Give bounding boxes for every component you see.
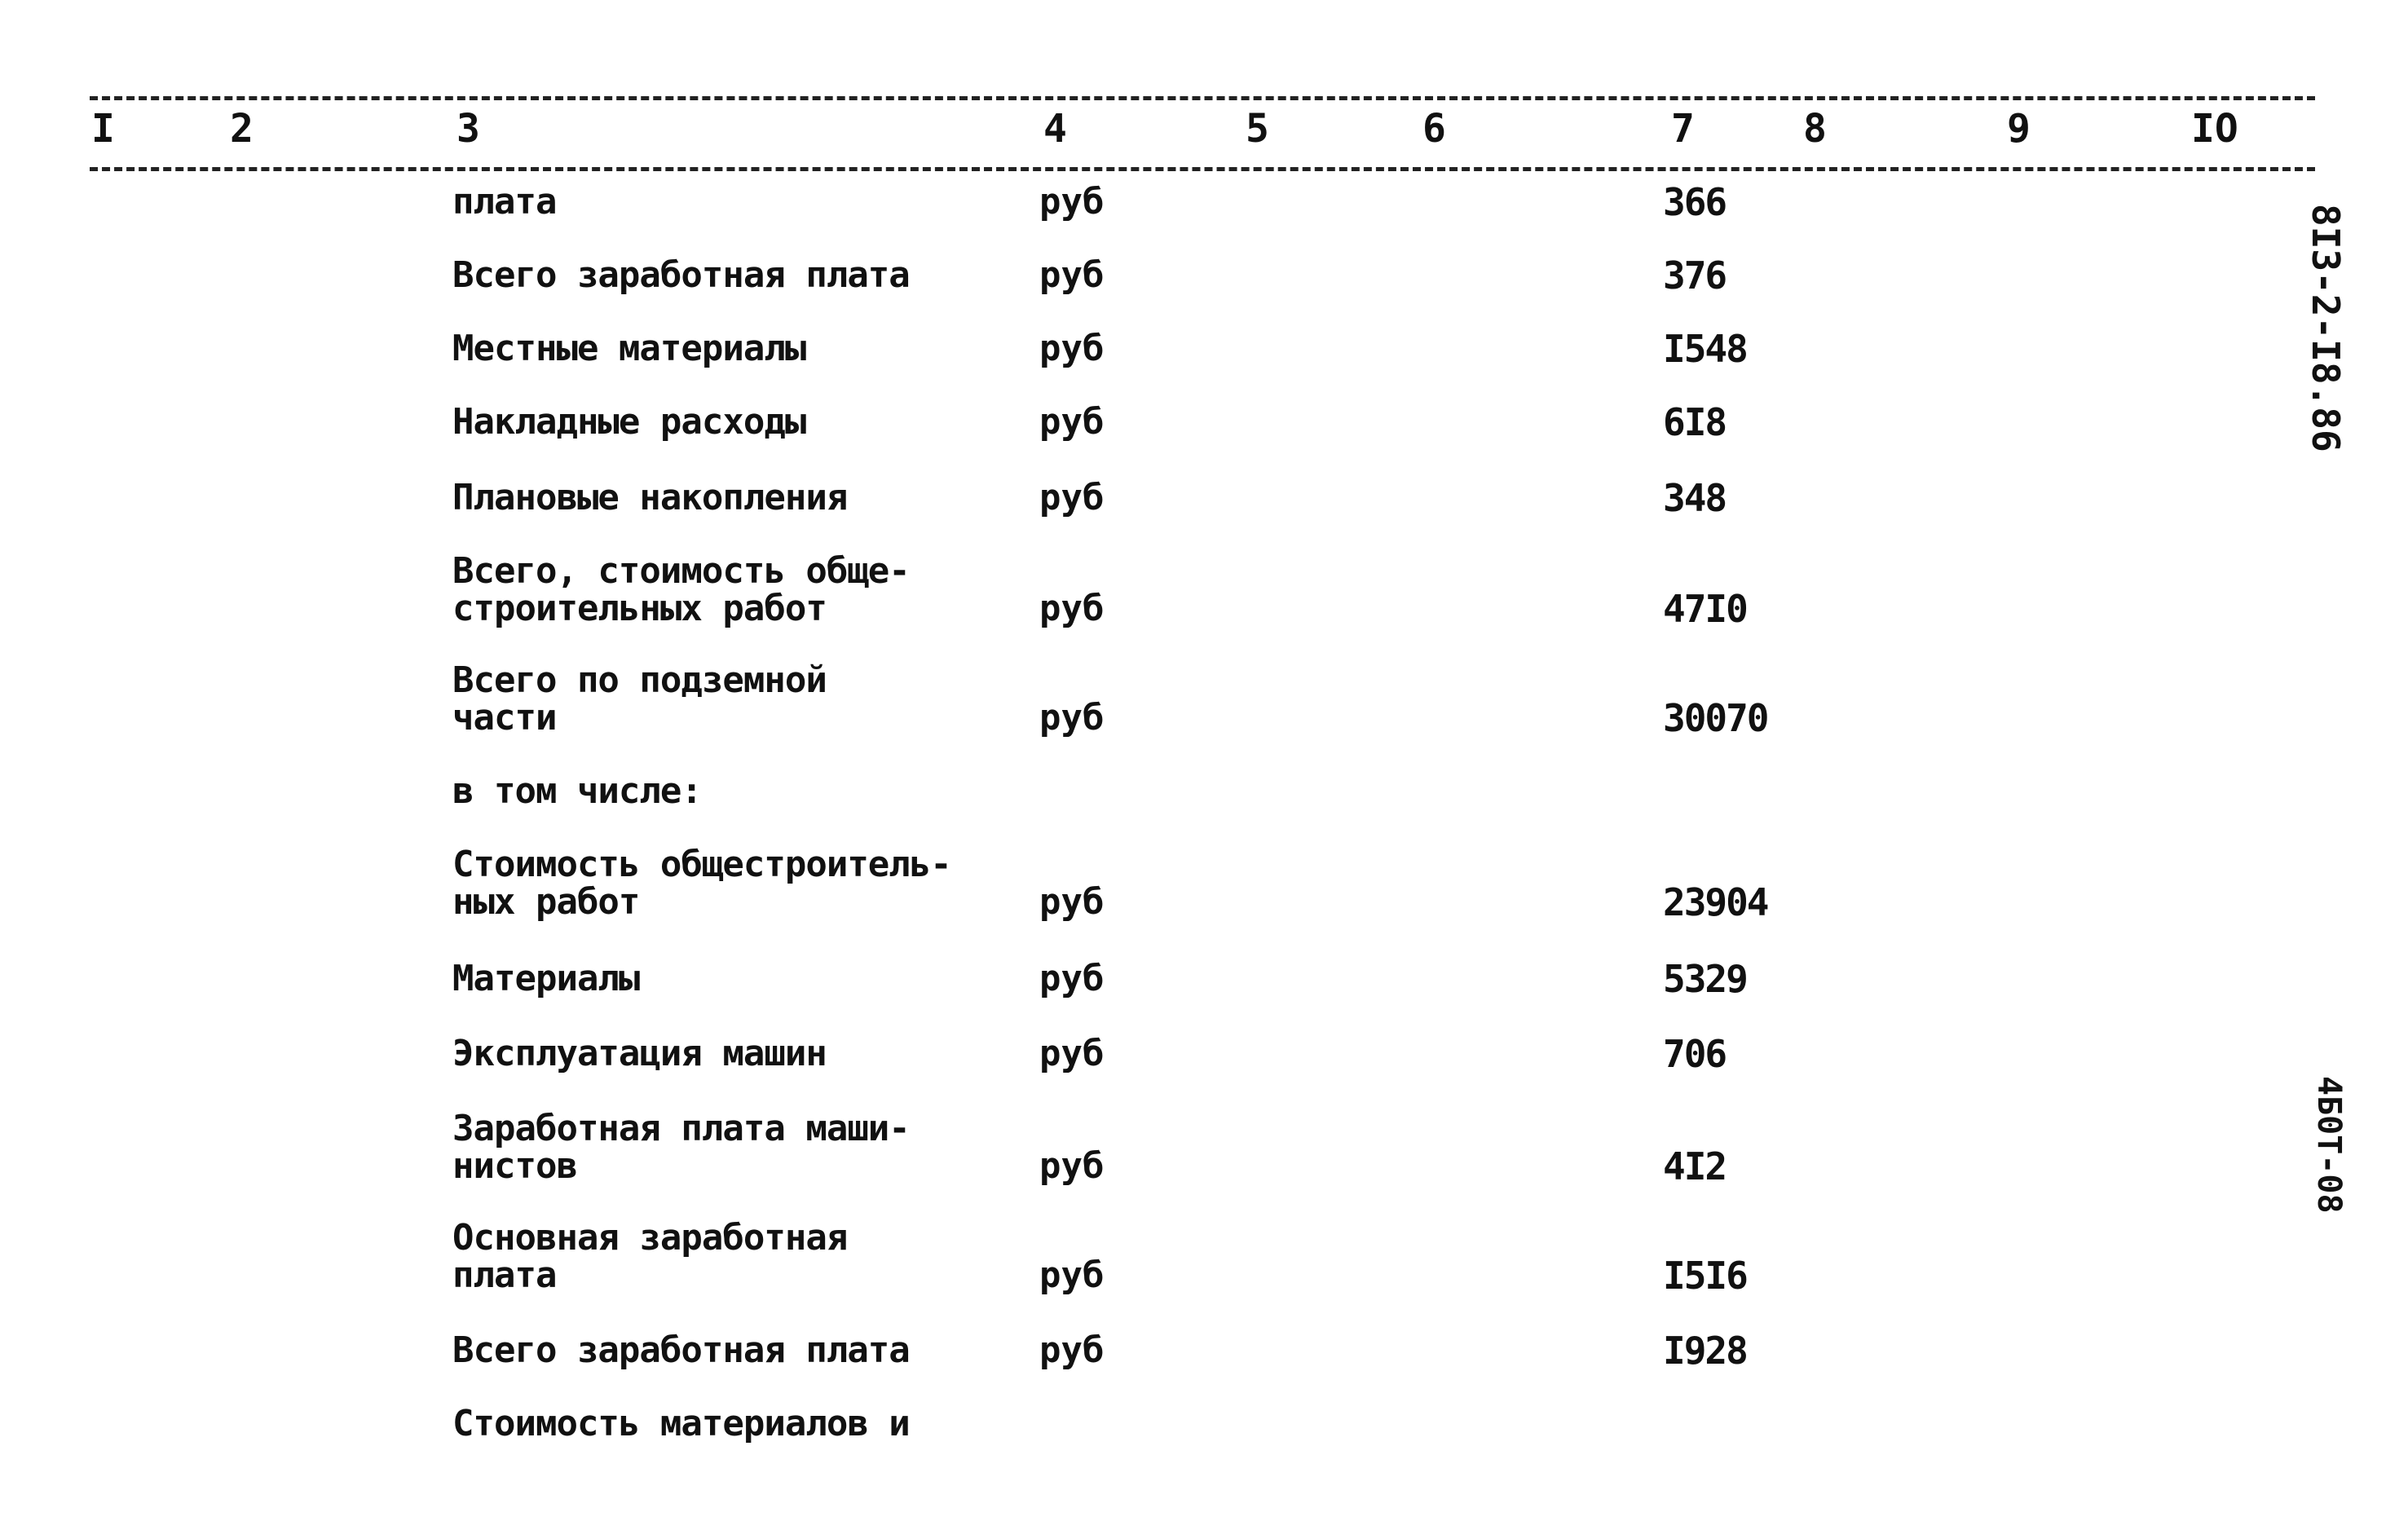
row-unit: руб bbox=[1039, 1329, 1105, 1371]
row-label: Основная заработная плата bbox=[452, 1217, 848, 1296]
row-unit: руб bbox=[1039, 181, 1105, 223]
row-label: Всего, стоимость обще- строительных работ bbox=[452, 550, 910, 629]
column-number-10: IO bbox=[2191, 106, 2238, 152]
row-unit: руб bbox=[1039, 958, 1105, 999]
header-bottom-rule bbox=[90, 167, 2315, 171]
row-label: Стоимость материалов и bbox=[452, 1403, 910, 1444]
row-label: Всего по подземной части bbox=[452, 659, 827, 738]
row-label: плата bbox=[452, 181, 557, 223]
row-label: Эксплуатация машин bbox=[452, 1033, 827, 1074]
row-value: 47I0 bbox=[1663, 587, 1747, 631]
row-value: 23904 bbox=[1663, 880, 1768, 924]
column-number-2: 2 bbox=[230, 106, 254, 152]
row-label: Материалы bbox=[452, 958, 640, 999]
document-stamp-vertical: 4Б0Т-08 bbox=[2310, 1076, 2348, 1214]
row-label: Накладные расходы bbox=[452, 401, 806, 443]
row-value: I5I6 bbox=[1663, 1254, 1747, 1298]
row-value: I548 bbox=[1663, 327, 1747, 371]
row-label: Местные материалы bbox=[452, 328, 806, 369]
row-value: 6I8 bbox=[1663, 400, 1727, 444]
column-number-9: 9 bbox=[2007, 106, 2031, 152]
header-top-rule bbox=[90, 96, 2315, 100]
column-number-3: 3 bbox=[456, 106, 480, 152]
row-value: 4I2 bbox=[1663, 1144, 1727, 1188]
row-unit: руб bbox=[1039, 1254, 1105, 1296]
column-number-8: 8 bbox=[1803, 106, 1827, 152]
row-unit: руб bbox=[1039, 328, 1105, 369]
row-value: 30070 bbox=[1663, 696, 1768, 740]
row-label: Плановые накопления bbox=[452, 477, 848, 518]
row-unit: руб bbox=[1039, 254, 1105, 296]
row-unit: руб bbox=[1039, 1033, 1105, 1074]
column-number-7: 7 bbox=[1671, 106, 1695, 152]
column-number-6: 6 bbox=[1422, 106, 1446, 152]
row-value: 376 bbox=[1663, 254, 1727, 298]
row-value: 366 bbox=[1663, 180, 1727, 224]
row-label: Всего заработная плата bbox=[452, 254, 910, 296]
column-number-5: 5 bbox=[1246, 106, 1269, 152]
column-number-1: I bbox=[91, 106, 115, 152]
row-unit: руб bbox=[1039, 588, 1105, 629]
row-label: Стоимость общестроитель- ных работ bbox=[452, 844, 951, 923]
row-value: 706 bbox=[1663, 1032, 1727, 1076]
row-unit: руб bbox=[1039, 477, 1105, 518]
row-value: 5329 bbox=[1663, 957, 1747, 1001]
row-unit: руб bbox=[1039, 697, 1105, 738]
row-unit: руб bbox=[1039, 881, 1105, 923]
document-code-vertical: 8I3-2-I8.86 bbox=[2304, 204, 2348, 452]
row-label: Всего заработная плата bbox=[452, 1329, 910, 1371]
row-unit: руб bbox=[1039, 401, 1105, 443]
row-unit: руб bbox=[1039, 1145, 1105, 1187]
row-value: I928 bbox=[1663, 1329, 1747, 1373]
row-label: Заработная плата маши- нистов bbox=[452, 1108, 910, 1187]
column-number-4: 4 bbox=[1043, 106, 1067, 152]
row-value: 348 bbox=[1663, 476, 1727, 520]
row-label: в том числе: bbox=[452, 770, 702, 812]
